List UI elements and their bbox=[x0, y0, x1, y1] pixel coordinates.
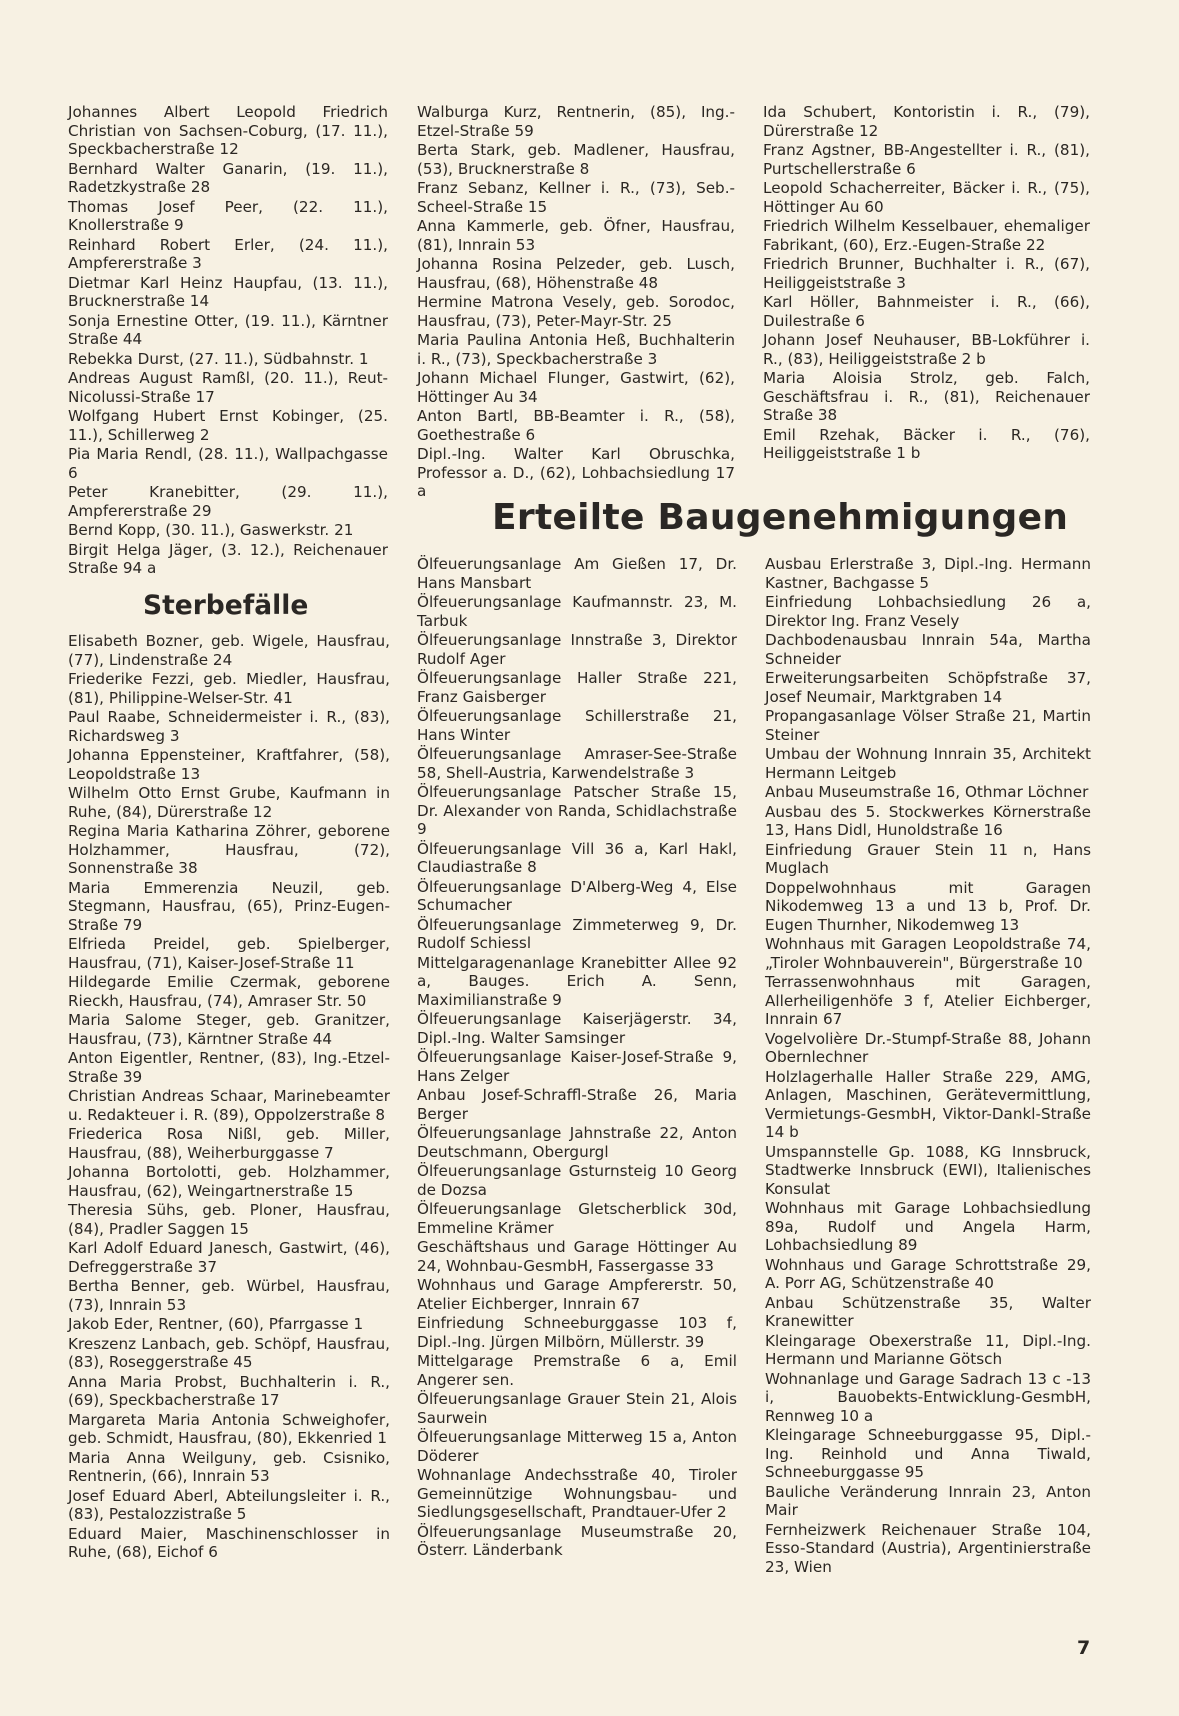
list-item: Johanna Bortolotti, geb. Holzhammer, Hausfrau, (62), Weingartnerstraße 15 bbox=[68, 1163, 390, 1200]
list-item: Mittelgaragenanlage Kranebitter Allee 92 a, Bauges. Erich A. Senn, Maximilianstraße 9 bbox=[417, 953, 737, 1009]
list-item: Josef Eduard Aberl, Abteilungsleiter i. R., (83), Pestalozzistraße 5 bbox=[68, 1486, 390, 1523]
list-item: Birgit Helga Jäger, (3. 12.), Reichenauer Straße 94 a bbox=[68, 540, 388, 577]
list-item: Maria Paulina Antonia Heß, Buchhalterin i. R., (73), Speckbacherstraße 3 bbox=[417, 331, 735, 368]
list-item: Wohnhaus mit Garagen Leopoldstraße 74, „Tiroler Wohnbauverein", Bürgerstraße 10 bbox=[765, 935, 1091, 972]
sterbefaelle-heading: Sterbefälle bbox=[143, 590, 309, 621]
list-item: Friedrich Brunner, Buchhalter i. R., (67), Heiliggeiststraße 3 bbox=[763, 255, 1090, 292]
list-item: Anbau Museumstraße 16, Othmar Löchner bbox=[765, 783, 1089, 801]
list-item: Mittelgarage Premstraße 6 a, Emil Angerer sen. bbox=[417, 1352, 737, 1389]
list-item: Doppelwohnhaus mit Garagen Nikodemweg 13 a und 13 b, Prof. Dr. Eugen Thurnher, Nikodemweg 13 bbox=[765, 878, 1091, 934]
list-item: Johann Michael Flunger, Gastwirt, (62), Höttinger Au 34 bbox=[417, 369, 735, 406]
list-item: Fernheizwerk Reichenauer Straße 104, Esso-Standard (Austria), Argentinierstraße 23, Wien bbox=[765, 1520, 1091, 1576]
deaths-column-middle bbox=[417, 103, 735, 502]
list-item: Friederica Rosa Nißl, geb. Miller, Hausfrau, (88), Weiherburggasse 7 bbox=[68, 1125, 390, 1162]
list-item: Bernhard Walter Ganarin, (19. 11.), Radetzkystraße 28 bbox=[68, 159, 388, 196]
list-item: Anton Eigentler, Rentner, (83), Ing.-Etzel-Straße 39 bbox=[68, 1049, 390, 1086]
list-item: Berta Stark, geb. Madlener, Hausfrau, (53), Brucknerstraße 8 bbox=[417, 141, 735, 178]
list-item: Bauliche Veränderung Innrain 23, Anton Mair bbox=[765, 1482, 1091, 1519]
list-item: Wohnanlage und Garage Sadrach 13 c -13 i, Bauobekts-Entwicklung-GesmbH, Rennweg 10 a bbox=[765, 1369, 1091, 1425]
baugenehmigungen-heading: Erteilte Baugenehmigungen bbox=[492, 497, 1069, 538]
list-item: Maria Anna Weilguny, geb. Csisniko, Rentnerin, (66), Innrain 53 bbox=[68, 1448, 390, 1485]
list-item: Bertha Benner, geb. Würbel, Hausfrau, (73), Innrain 53 bbox=[68, 1277, 390, 1314]
list-item: Friedrich Wilhelm Kesselbauer, ehemaliger Fabrikant, (60), Erz.-Eugen-Straße 22 bbox=[763, 217, 1090, 254]
list-item: Franz Agstner, BB-Angestellter i. R., (81), Purtschellerstraße 6 bbox=[763, 141, 1090, 178]
list-item: Ölfeuerungsanlage Innstraße 3, Direktor Rudolf Ager bbox=[417, 631, 737, 668]
list-item: Ölfeuerungsanlage Kaiser-Josef-Straße 9, Hans Zelger bbox=[417, 1048, 737, 1085]
list-item: Anna Maria Probst, Buchhalterin i. R., (69), Speckbacherstraße 17 bbox=[68, 1372, 390, 1409]
list-item: Ölfeuerungsanlage Mitterweg 15 a, Anton Döderer bbox=[417, 1428, 737, 1465]
list-item: Ölfeuerungsanlage Grauer Stein 21, Alois Saurwein bbox=[417, 1390, 737, 1427]
list-item: Leopold Schacherreiter, Bäcker i. R., (75), Höttinger Au 60 bbox=[763, 179, 1090, 216]
list-item: Kleingarage Schneeburggasse 95, Dipl.-Ing. Reinhold und Anna Tiwald, Schneeburggasse 95 bbox=[765, 1426, 1091, 1481]
list-item: Ölfeuerungsanlage Haller Straße 221, Franz Gaisberger bbox=[417, 669, 737, 706]
list-item: Geschäftshaus und Garage Höttinger Au 24, Wohnbau-GesmbH, Fassergasse 33 bbox=[417, 1238, 737, 1275]
list-item: Elfrieda Preidel, geb. Spielberger, Hausfrau, (71), Kaiser-Josef-Straße 11 bbox=[68, 935, 390, 972]
list-item: Erweiterungsarbeiten Schöpfstraße 37, Josef Neumair, Marktgraben 14 bbox=[765, 669, 1091, 706]
list-item: Wohnanlage Andechsstraße 40, Tiroler Gemeinnützige Wohnungsbau- und Siedlungsgesellschaft, Prandtauer-Ufer 2 bbox=[417, 1466, 737, 1521]
list-item: Wohnhaus und Garage Ampfererstr. 50, Atelier Eichberger, Innrain 67 bbox=[417, 1276, 737, 1313]
list-item: Ausbau Erlerstraße 3, Dipl.-Ing. Hermann Kastner, Bachgasse 5 bbox=[765, 555, 1091, 592]
list-item: Maria Aloisia Strolz, geb. Falch, Geschäftsfrau i. R., (81), Reichenauer Straße 38 bbox=[763, 369, 1090, 424]
list-item: Ölfeuerungsanlage Am Gießen 17, Dr. Hans Mansbart bbox=[417, 555, 737, 592]
list-item: Maria Emmerenzia Neuzil, geb. Stegmann, Hausfrau, (65), Prinz-Eugen-Straße 79 bbox=[68, 878, 390, 934]
list-item: Andreas August Ramßl, (20. 11.), Reut-Nicolussi-Straße 17 bbox=[68, 369, 388, 406]
list-item: Ölfeuerungsanlage Museumstraße 20, Österr. Länderbank bbox=[417, 1522, 737, 1559]
baugenehmigungen-column-right bbox=[765, 555, 1091, 1577]
list-item: Theresia Sühs, geb. Ploner, Hausfrau, (84), Pradler Saggen 15 bbox=[68, 1201, 390, 1238]
list-item: Ölfeuerungsanlage Vill 36 a, Karl Hakl, Claudiastraße 8 bbox=[417, 839, 737, 876]
list-item: Dachbodenausbau Innrain 54a, Martha Schneider bbox=[765, 631, 1091, 668]
list-item: Johanna Rosina Pelzeder, geb. Lusch, Hausfrau, (68), Höhenstraße 48 bbox=[417, 255, 735, 292]
page-number: 7 bbox=[1077, 1637, 1091, 1659]
list-item: Anton Bartl, BB-Beamter i. R., (58), Goethestraße 6 bbox=[417, 407, 735, 444]
list-item: Hermine Matrona Vesely, geb. Sorodoc, Hausfrau, (73), Peter-Mayr-Str. 25 bbox=[417, 293, 735, 330]
list-item: Umbau der Wohnung Innrain 35, Architekt Hermann Leitgeb bbox=[765, 745, 1091, 782]
list-item: Ölfeuerungsanlage Patscher Straße 15, Dr. Alexander von Randa, Schidlachstraße 9 bbox=[417, 783, 737, 838]
list-item: Anbau Josef-Schraffl-Straße 26, Maria Berger bbox=[417, 1086, 737, 1123]
list-item: Einfriedung Grauer Stein 11 n, Hans Muglach bbox=[765, 840, 1091, 877]
sterbefaelle-column bbox=[68, 632, 390, 1563]
list-item: Karl Adolf Eduard Janesch, Gastwirt, (46), Defreggerstraße 37 bbox=[68, 1239, 390, 1276]
list-item: Johanna Eppensteiner, Kraftfahrer, (58), Leopoldstraße 13 bbox=[68, 746, 390, 783]
list-item: Propangasanlage Völser Straße 21, Martin Steiner bbox=[765, 707, 1091, 744]
list-item: Dietmar Karl Heinz Haupfau, (13. 11.), Brucknerstraße 14 bbox=[68, 273, 388, 310]
list-item: Ölfeuerungsanlage Gsturnsteig 10 Georg de Dozsa bbox=[417, 1162, 737, 1199]
list-item: Einfriedung Schneeburggasse 103 f, Dipl.-Ing. Jürgen Milbörn, Müllerstr. 39 bbox=[417, 1314, 737, 1351]
list-item: Walburga Kurz, Rentnerin, (85), Ing.-Etzel-Straße 59 bbox=[417, 103, 735, 140]
list-item: Hildegarde Emilie Czermak, geborene Rieckh, Hausfrau, (74), Amraser Str. 50 bbox=[68, 973, 390, 1010]
list-item: Regina Maria Katharina Zöhrer, geborene Holzhammer, Hausfrau, (72), Sonnenstraße 38 bbox=[68, 822, 390, 877]
list-item: Ölfeuerungsanlage Gletscherblick 30d, Emmeline Krämer bbox=[417, 1200, 737, 1237]
list-item: Vogelvolière Dr.-Stumpf-Straße 88, Johann Obernlechner bbox=[765, 1029, 1091, 1066]
list-item: Ida Schubert, Kontoristin i. R., (79), Dürerstraße 12 bbox=[763, 103, 1090, 140]
list-item: Kreszenz Lanbach, geb. Schöpf, Hausfrau, (83), Roseggerstraße 45 bbox=[68, 1334, 390, 1371]
list-item: Ölfeuerungsanlage Kaiserjägerstr. 34, Dipl.-Ing. Walter Samsinger bbox=[417, 1010, 737, 1047]
list-item: Christian Andreas Schaar, Marinebeamter u. Redakteuer i. R. (89), Oppolzerstraße 8 bbox=[68, 1087, 390, 1124]
list-item: Wilhelm Otto Ernst Grube, Kaufmann in Ruhe, (84), Dürerstraße 12 bbox=[68, 784, 390, 821]
list-item: Wolfgang Hubert Ernst Kobinger, (25. 11.), Schillerweg 2 bbox=[68, 407, 388, 444]
list-item: Paul Raabe, Schneidermeister i. R., (83), Richardsweg 3 bbox=[68, 708, 390, 745]
list-item: Einfriedung Lohbachsiedlung 26 a, Direktor Ing. Franz Vesely bbox=[765, 593, 1091, 630]
list-item: Elisabeth Bozner, geb. Wigele, Hausfrau, (77), Lindenstraße 24 bbox=[68, 632, 390, 669]
list-item: Margareta Maria Antonia Schweighofer, geb. Schmidt, Hausfrau, (80), Ekkenried 1 bbox=[68, 1410, 390, 1447]
list-item: Ölfeuerungsanlage Zimmeterweg 9, Dr. Rudolf Schiessl bbox=[417, 915, 737, 952]
list-item: Ölfeuerungsanlage Jahnstraße 22, Anton Deutschmann, Obergurgl bbox=[417, 1124, 737, 1161]
list-item: Ölfeuerungsanlage Schillerstraße 21, Hans Winter bbox=[417, 707, 737, 744]
list-item: Wohnhaus mit Garage Lohbachsiedlung 89a, Rudolf und Angela Harm, Lohbachsiedlung 89 bbox=[765, 1199, 1091, 1254]
list-item: Umspannstelle Gp. 1088, KG Innsbruck, Stadtwerke Innsbruck (EWI), Italienisches Konsulat bbox=[765, 1142, 1091, 1198]
deaths-column-right bbox=[763, 103, 1090, 464]
list-item: Anna Kammerle, geb. Öfner, Hausfrau, (81), Innrain 53 bbox=[417, 217, 735, 254]
list-item: Bernd Kopp, (30. 11.), Gaswerkstr. 21 bbox=[68, 521, 354, 539]
list-item: Dipl.-Ing. Walter Karl Obruschka, Professor a. D., (62), Lohbachsiedlung 17 a bbox=[417, 445, 735, 500]
list-item: Rebekka Durst, (27. 11.), Südbahnstr. 1 bbox=[68, 349, 369, 368]
list-item: Eduard Maier, Maschinenschlosser in Ruhe, (68), Eichof 6 bbox=[68, 1524, 390, 1561]
list-item: Franz Sebanz, Kellner i. R., (73), Seb.-Scheel-Straße 15 bbox=[417, 179, 735, 216]
list-item: Maria Salome Steger, geb. Granitzer, Hausfrau, (73), Kärntner Straße 44 bbox=[68, 1011, 390, 1048]
list-item: Sonja Ernestine Otter, (19. 11.), Kärntner Straße 44 bbox=[68, 311, 388, 348]
list-item: Johann Josef Neuhauser, BB-Lokführer i. R., (83), Heiliggeiststraße 2 b bbox=[763, 331, 1090, 368]
list-item: Pia Maria Rendl, (28. 11.), Wallpachgasse 6 bbox=[68, 445, 388, 482]
list-item: Wohnhaus und Garage Schrottstraße 29, A. Porr AG, Schützenstraße 40 bbox=[765, 1255, 1091, 1292]
list-item: Karl Höller, Bahnmeister i. R., (66), Duilestraße 6 bbox=[763, 293, 1090, 330]
baugenehmigungen-column-left bbox=[417, 555, 737, 1561]
births-column bbox=[68, 103, 388, 579]
list-item: Ölfeuerungsanlage Amraser-See-Straße 58, Shell-Austria, Karwendelstraße 3 bbox=[417, 745, 737, 782]
list-item: Friederike Fezzi, geb. Miedler, Hausfrau, (81), Philippine-Welser-Str. 41 bbox=[68, 670, 390, 707]
list-item: Reinhard Robert Erler, (24. 11.), Ampfererstraße 3 bbox=[68, 235, 388, 272]
list-item: Jakob Eder, Rentner, (60), Pfarrgasse 1 bbox=[68, 1315, 364, 1333]
list-item: Ölfeuerungsanlage Kaufmannstr. 23, M. Tarbuk bbox=[417, 593, 737, 630]
list-item: Thomas Josef Peer, (22. 11.), Knollerstraße 9 bbox=[68, 197, 388, 234]
list-item: Peter Kranebitter, (29. 11.), Ampfererstraße 29 bbox=[68, 483, 388, 520]
list-item: Holzlagerhalle Haller Straße 229, AMG, Anlagen, Maschinen, Gerätevermittlung, Vermietungs-GesmbH, Viktor-Dankl-Straße 14 b bbox=[765, 1067, 1091, 1141]
list-item: Ölfeuerungsanlage D'Alberg-Weg 4, Else Schumacher bbox=[417, 877, 737, 914]
list-item: Ausbau des 5. Stockwerkes Körnerstraße 13, Hans Didl, Hunoldstraße 16 bbox=[765, 802, 1091, 839]
list-item: Kleingarage Obexerstraße 11, Dipl.-Ing. Hermann und Marianne Götsch bbox=[765, 1331, 1091, 1368]
list-item: Johannes Albert Leopold Friedrich Christian von Sachsen-Coburg, (17. 11.), Speckbacherstraße 12 bbox=[68, 103, 388, 158]
list-item: Anbau Schützenstraße 35, Walter Kranewitter bbox=[765, 1293, 1091, 1330]
list-item: Terrassenwohnhaus mit Garagen, Allerheiligenhöfe 3 f, Atelier Eichberger, Innrain 67 bbox=[765, 973, 1091, 1028]
list-item: Emil Rzehak, Bäcker i. R., (76), Heiliggeiststraße 1 b bbox=[763, 425, 1090, 462]
